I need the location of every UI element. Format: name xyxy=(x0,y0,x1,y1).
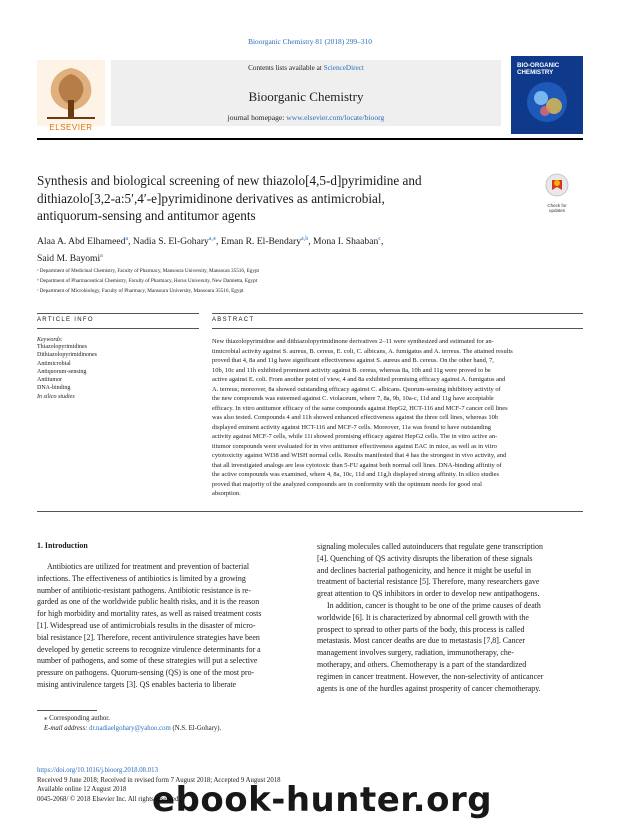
author-email-link[interactable]: dr.nadiaelgohary@yahoo.com xyxy=(89,724,171,732)
author-name[interactable]: Said M. Bayomi xyxy=(37,253,101,265)
cover-title: BIO-ORGANIC CHEMISTRY xyxy=(517,62,560,76)
body-line: In addition, cancer is thought to be one of the prime causes of death xyxy=(327,600,541,610)
body-line: number of antibiotic-resistant pathogens. Antibiotic resistance is re- xyxy=(37,585,251,595)
publisher-name: ELSEVIER xyxy=(49,123,93,132)
online-date: Available online 12 August 2018 xyxy=(37,786,127,794)
abstract-line: active against E. coli. From another point of view, 4 and 8a exhibited promising efficacy against A. fumigatus and xyxy=(212,376,506,383)
homepage-line xyxy=(111,113,501,122)
author-name[interactable]: Eman R. El-Bendary xyxy=(220,236,302,248)
journal-masthead xyxy=(37,60,583,132)
article-title xyxy=(37,172,487,225)
author-affiliation-marker[interactable]: a,b xyxy=(301,236,309,242)
abstract-line: New thiazolopyrimidine and dithiazolopyrimidinone derivatives 2–11 were synthesized and estimated for an- xyxy=(212,338,494,345)
abstract-line: the active compounds was examined, where 4, 8a, 10c, 11d and 11g,h displayed strong affinity. In silico studies xyxy=(212,471,499,478)
keyword-item: Antimicrobial xyxy=(37,360,71,367)
author-affiliation-marker[interactable]: a xyxy=(100,253,103,260)
body-line: great attention to QS inhibitors in order to develop new antipathogens. xyxy=(317,589,540,599)
check-for-updates-badge[interactable] xyxy=(536,172,578,213)
abstract-rule xyxy=(212,328,583,329)
keywords-label: Keywords: xyxy=(37,337,63,343)
body-line: worldwide [6]. It is characterized by abnormal cell growth with the xyxy=(317,612,529,622)
body-right-column xyxy=(317,541,583,694)
body-line: and declines bacterial pathogenicity, and hence it might be useful in xyxy=(317,565,531,575)
abstract-line: titumor compounds were evaluated for in vivo antitumor effectiveness against EAC in mice, as well as in vitro xyxy=(212,442,497,450)
abstract-line: activity against MCF-7 cells, while 11i showed promising efficacy against HepG2 cells. The in vitro active an- xyxy=(212,433,498,440)
abstract-line: proved that 4, 8a and 11g have significant effectiveness against S. aureus and B. cereus. On the other hand, 7, xyxy=(212,357,494,364)
abstract-line: proved that majority of the analyzed compounds are in conformity with the optimum needs for good oral xyxy=(212,480,482,488)
article-info-heading: ARTICLE INFO xyxy=(37,317,94,323)
affiliation-list xyxy=(37,266,583,296)
body-line: Antibiotics are utilized for treatment and prevention of bacterial xyxy=(47,562,250,571)
body-line: management involves surgery, radiation, immunotherapy, che- xyxy=(317,648,514,658)
title-line: Synthesis and biological screening of new thiazolo[4,5-d]pyrimidine and xyxy=(37,173,422,188)
body-line: metastasis. Most cancer deaths are due to metastasis [7,8]. Cancer xyxy=(317,636,526,646)
keyword-item: Dithiazolopyrimidinones xyxy=(37,352,97,359)
abstract-line: efficacy. In vitro antitumor efficacy of the same compounds against HepG2, HCT-116 and MCF-7 cancer cell lines xyxy=(212,404,508,412)
contents-line xyxy=(111,64,501,72)
abstract-text xyxy=(212,337,583,499)
keyword-list xyxy=(37,343,197,401)
title-line: dithiazolo[3,2-a:5′,4′-e]pyrimidinone derivatives as antimicrobial, xyxy=(37,190,385,206)
abstract-line: A. terreus; moreover, 8a showed outstanding efficacy against C. albicans. Quorum-sensing inhibitory activity of xyxy=(212,385,501,393)
body-line: prospect to spread to other parts of the body, this process is called xyxy=(317,624,525,634)
email-line xyxy=(44,724,584,734)
affiliation-item: ᶜ Department of Microbiology, Faculty of Pharmacy, Mansoura University, Mansoura 35516, Egypt xyxy=(37,288,244,294)
keywords-block xyxy=(37,337,197,401)
author-affiliation-marker[interactable]: c xyxy=(378,236,381,242)
abstract-line: cytotoxicity against WI38 and WISH normal cells. Results manifested that 4 has the strongest in vivo activity, and xyxy=(212,452,507,459)
badge-line-2: updates xyxy=(548,208,565,213)
body-line: pressure on pathogens. Quorum-sensing (QS) is one of the most pro- xyxy=(37,668,255,678)
abstract-line: that all investigated analogs are less cytotoxic than 5-FU against both normal cell lines. DNA-binding affinity of xyxy=(212,461,502,469)
masthead-center-panel xyxy=(111,60,501,126)
body-line: infections. The effectiveness of antibiotics is limited by a growing xyxy=(37,573,246,583)
body-line: bial resistance [2]. Therefore, recent antivirulence strategies have been xyxy=(37,632,260,642)
keyword-item: Antitumor xyxy=(37,377,62,384)
body-line: developed by genetic screens to recognize virulence determinants for a xyxy=(37,644,261,654)
journal-reference-link[interactable]: Bioorganic Chemistry 81 (2018) 299–310 xyxy=(248,37,372,46)
doi-link[interactable]: https://doi.org/10.1016/j.bioorg.2018.08.013 xyxy=(37,767,158,774)
journal-homepage-link[interactable]: www.elsevier.com/locate/bioorg xyxy=(286,113,385,122)
journal-cover-thumbnail[interactable] xyxy=(511,56,583,134)
badge-line-1: Check for xyxy=(547,203,567,208)
elsevier-tree-logo xyxy=(37,60,105,126)
author-affiliation-marker[interactable]: a,⁎ xyxy=(208,236,217,242)
body-line: treatment of bacterial resistance [5]. Therefore, many researchers gave xyxy=(317,577,540,587)
article-info-rule xyxy=(37,328,199,329)
abstract-line: the new compounds was esteemed against C. violaceum, where 7, 8a, 9b, 10a-c, 11d and 11g have acceptable xyxy=(212,395,494,402)
keyword-item: Antiquorum-sensing xyxy=(37,368,87,375)
watermark-text: ebook-hunter.org xyxy=(152,780,493,820)
homepage-prefix: journal homepage: xyxy=(227,113,287,122)
masthead-rule xyxy=(37,138,583,140)
abstract-line: displayed eminent activity against HCT-116 and MCF-7 cells. Moreover, 11a was found to have outstanding xyxy=(212,423,492,431)
body-left-column xyxy=(37,561,303,691)
affiliation-item: ᵇ Department of Pharmaceutical Chemistry, Faculty of Pharmacy, Horus University, New Damietta, Egypt xyxy=(37,278,258,284)
section-heading-introduction: 1. Introduction xyxy=(37,541,88,550)
body-line: signaling molecules called autoinducers that regulate gene transcription xyxy=(317,542,543,551)
body-line: mising antivirulence targets [3]. QS enables bacteria to liberate xyxy=(37,679,237,689)
article-info-rule-top xyxy=(37,313,199,314)
email-label: E-mail address: xyxy=(44,724,90,732)
sciencedirect-link[interactable]: ScienceDirect xyxy=(323,64,364,72)
body-line: [4]. Quenching of QS activity disrupts the liberation of these signals xyxy=(317,553,533,563)
author-name[interactable]: Mona I. Shaaban xyxy=(313,236,379,248)
author-affiliation-marker[interactable]: a xyxy=(125,236,129,242)
author-list: Alaa A. Abd Elhameed$^a$, Nadia S. El-Gohary$^{a,⁎}$, Eman R. El-Bendary$^{a,b}$, Mona I. Shaaban$^c$, Said M. Bayomi$^a$ xyxy=(37,236,384,265)
body-line: for high morbidity and mortality rates, as well as raised treatment costs xyxy=(37,609,262,619)
front-matter-rule xyxy=(37,511,583,512)
keyword-item: DNA-binding xyxy=(37,385,71,392)
email-suffix: (N.S. El-Gohary). xyxy=(170,724,222,732)
journal-name: Bioorganic Chemistry xyxy=(248,89,364,104)
abstract-heading: ABSTRACT xyxy=(212,317,255,323)
abstract-line: timicrobial activity against S. aureus, B. cereus, E. coli, C. albicans, A. fumigatus and A. terreus. The attained results xyxy=(212,347,513,355)
contents-prefix: Contents lists available at xyxy=(248,64,324,72)
body-line: motherapy, and others. Chemotherapy is a part of the standardized xyxy=(317,659,527,669)
copyright-line: 0045-2068/ © 2018 Elsevier Inc. All rights reserved. xyxy=(37,795,181,803)
body-line: [1]. Widespread use of antimicrobials results in the disaster of micro- xyxy=(37,620,256,630)
keyword-item: Thiazolopyrimidines xyxy=(37,344,87,350)
affiliation-item: ᵃ Department of Medicinal Chemistry, Faculty of Pharmacy, Mansoura University, Mansoura 35516, Egypt xyxy=(37,268,259,274)
title-line: antiquorum-sensing and antitumor agents xyxy=(37,208,256,223)
abstract-rule-top xyxy=(212,313,583,314)
corresponding-author-footnote xyxy=(44,714,584,734)
body-line: number of pathogens, and some of these strategies will put a selective xyxy=(37,656,258,666)
body-line: agents is one of the hurdles against prosperity of cancer chemotherapy. xyxy=(317,683,541,693)
body-line: garded as one of the worldwide public health risks, and it is the reason xyxy=(37,597,260,607)
abstract-line: absorption. xyxy=(212,490,241,497)
abstract-line: was also tested. Compounds 4 and 11h showed enhanced effectiveness against the three cell lines, whereas 10b xyxy=(212,414,499,421)
author-name[interactable]: Nadia S. El-Gohary xyxy=(132,236,209,248)
received-dates: Received 9 June 2018; Received in revised form 7 August 2018; Accepted 9 August 2018 xyxy=(37,776,281,784)
check-updates-icon xyxy=(536,172,578,198)
cover-molecule-art xyxy=(523,78,571,126)
corresponding-author-label: ⁎ Corresponding author. xyxy=(44,715,110,722)
abstract-line: 10b, 10c and 11h exhibited prominent activity against B. cereus, whereas 8a, 10b and 11g were proved to be xyxy=(212,366,491,374)
author-name[interactable]: Alaa A. Abd Elhameed xyxy=(37,236,126,248)
footnote-rule xyxy=(37,710,97,711)
body-line: regimen in cancer treatment. However, the non-selectivity of anticancer xyxy=(317,671,544,681)
keyword-item: In silico studies xyxy=(37,393,75,400)
